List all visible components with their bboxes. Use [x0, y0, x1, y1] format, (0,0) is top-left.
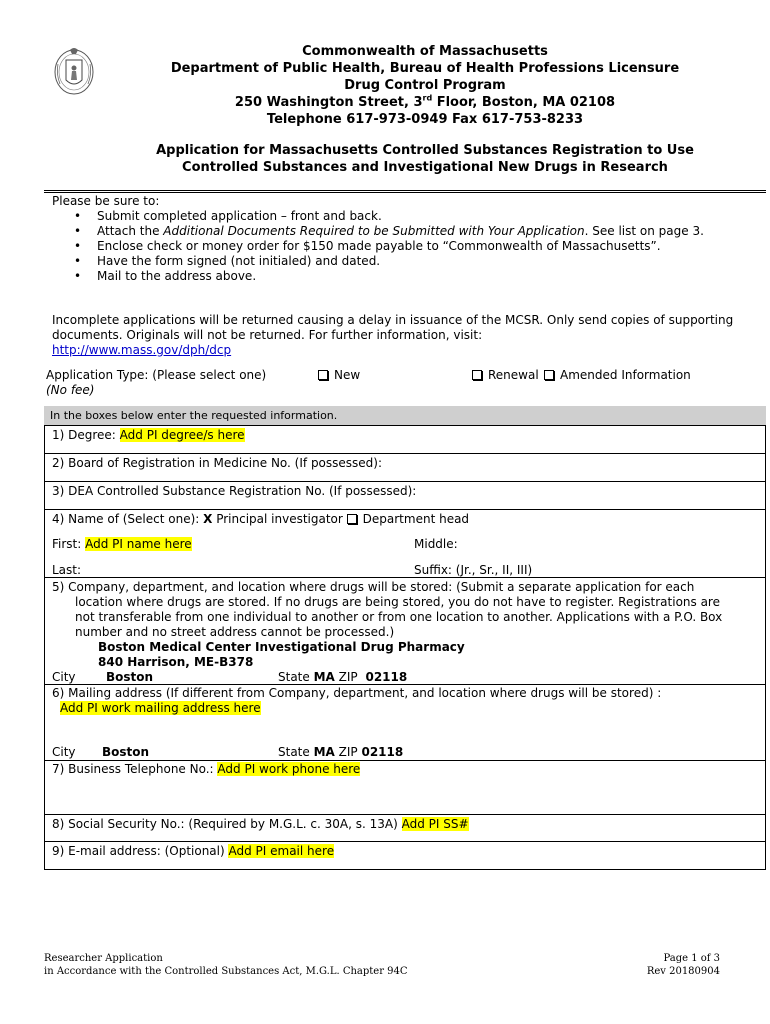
footer-right: [647, 952, 720, 978]
row-divider: [44, 509, 766, 510]
row-divider: [44, 814, 766, 815]
header-department: Department of Public Health, Bureau of Health Professions Licensure: [170, 61, 680, 76]
mailing-address-label: 6) Mailing address (If different from Company, department, and location where drugs will be stored) :: [52, 686, 662, 700]
instruction-item: • Submit completed application – front and back.: [52, 209, 752, 224]
row-divider: [44, 577, 766, 578]
checkbox-icon: [347, 514, 357, 524]
header-phone: Telephone 617-973-0949 Fax 617-753-8233: [266, 112, 584, 127]
option-new[interactable]: New: [318, 368, 360, 383]
storage-location-name[interactable]: Boston Medical Center Investigational Drug Pharmacy: [98, 640, 465, 654]
instruction-item: • Attach the Additional Documents Required to be Submitted with Your Application. See list on page 3.: [52, 224, 752, 239]
form-title: Application for Massachusetts Controlled Substances Registration to Use Controlled Substances and Investigational New Drugs in Research: [156, 143, 694, 175]
header-program: Drug Control Program: [344, 78, 506, 93]
form-instruction: In the boxes below enter the requested information.: [44, 406, 766, 426]
storage-state[interactable]: State MA ZIP 02118: [278, 670, 408, 684]
checkbox-icon: [544, 370, 554, 380]
divider: [44, 192, 766, 193]
revision: Rev 20180904: [646, 966, 720, 977]
mailing-state[interactable]: State MA ZIP 02118: [278, 745, 404, 759]
last-name-field[interactable]: Last:: [52, 563, 82, 577]
storage-location-label: 5) Company, department, and location where drugs will be stored: (Submit a separate application for each location where drugs are stored. If no drugs are being stored, you do not have to register. Registrations are not transferable from one individual to another or from one location to another. Applications with a P.O. Box number and no street address cannot be processed.): [52, 580, 723, 639]
massachusetts-seal-icon: [52, 44, 96, 96]
mailing-address-field[interactable]: Add PI work mailing address here: [60, 701, 261, 715]
mailing-city-label: City: [52, 745, 76, 759]
row-divider: [44, 481, 766, 482]
footer-left: Researcher Application in Accordance with the Controlled Substances Act, M.G.L. Chapter 94C: [44, 953, 408, 977]
instruction-item: • Enclose check or money order for $150 made payable to “Commonwealth of Massachusetts”.: [52, 239, 752, 254]
business-phone-field[interactable]: 7) Business Telephone No.: Add PI work phone here: [52, 762, 361, 776]
row-divider: [44, 453, 766, 454]
row-divider: [44, 760, 766, 761]
header-agency: Commonwealth of Massachusetts: [302, 44, 548, 59]
info-link[interactable]: http://www.mass.gov/dph/dcp: [52, 343, 232, 357]
storage-location-street[interactable]: 840 Harrison, ME-B378: [98, 655, 254, 669]
storage-city-label: City: [52, 670, 76, 684]
medicine-board-no-field[interactable]: 2) Board of Registration in Medicine No. (If possessed):: [52, 456, 383, 470]
option-amended[interactable]: Amended Information: [544, 368, 691, 383]
suffix-field[interactable]: Suffix: (Jr., Sr., II, III): [414, 563, 533, 577]
page-number: Page 1 of 3: [663, 953, 720, 964]
instructions: Please be sure to: • Submit completed application – front and back. • Attach the Additional Documents Required to be Submitted with Your Application. See list on page 3. • Enclose check or money order for $150 made payable to “Commonwealth of Massachusetts”. • Have the form signed (not initialed) and dated. • Mail to the address above.: [52, 194, 752, 284]
name-type-select[interactable]: 4) Name of (Select one): X Principal investigator Department head: [52, 512, 470, 526]
instruction-item: • Have the form signed (not initialed) and dated.: [52, 254, 752, 269]
header-address: 250 Washington Street, 3rd Floor, Boston, MA 02108: [234, 93, 616, 110]
application-type: Application Type: (Please select one) (No fee) New Renewal Amended Information: [46, 368, 691, 397]
mailing-city-value[interactable]: Boston: [102, 745, 150, 759]
option-renewal[interactable]: Renewal: [472, 368, 539, 383]
notice: Incomplete applications will be returned causing a delay in issuance of the MCSR. Only send copies of supporting documents. Originals will not be returned. For further information, visit: http://www.mass.gov/dph/dcp: [52, 313, 734, 357]
email-field[interactable]: 9) E-mail address: (Optional) Add PI email here: [52, 844, 335, 858]
degree-field[interactable]: 1) Degree: Add PI degree/s here: [52, 428, 245, 442]
row-divider: [44, 841, 766, 842]
middle-name-field[interactable]: Middle:: [414, 537, 458, 551]
selected-mark: X: [203, 512, 213, 526]
checkbox-icon: [318, 370, 328, 380]
ssn-field[interactable]: 8) Social Security No.: (Required by M.G.L. c. 30A, s. 13A) Add PI SS#: [52, 817, 469, 831]
instruction-item: • Mail to the address above.: [52, 269, 752, 284]
first-name-field[interactable]: First: Add PI name here: [52, 537, 192, 551]
divider: [44, 190, 766, 191]
storage-city-value[interactable]: Boston: [106, 670, 154, 684]
checkbox-icon: [472, 370, 482, 380]
dea-registration-field[interactable]: 3) DEA Controlled Substance Registration No. (If possessed):: [52, 484, 417, 498]
